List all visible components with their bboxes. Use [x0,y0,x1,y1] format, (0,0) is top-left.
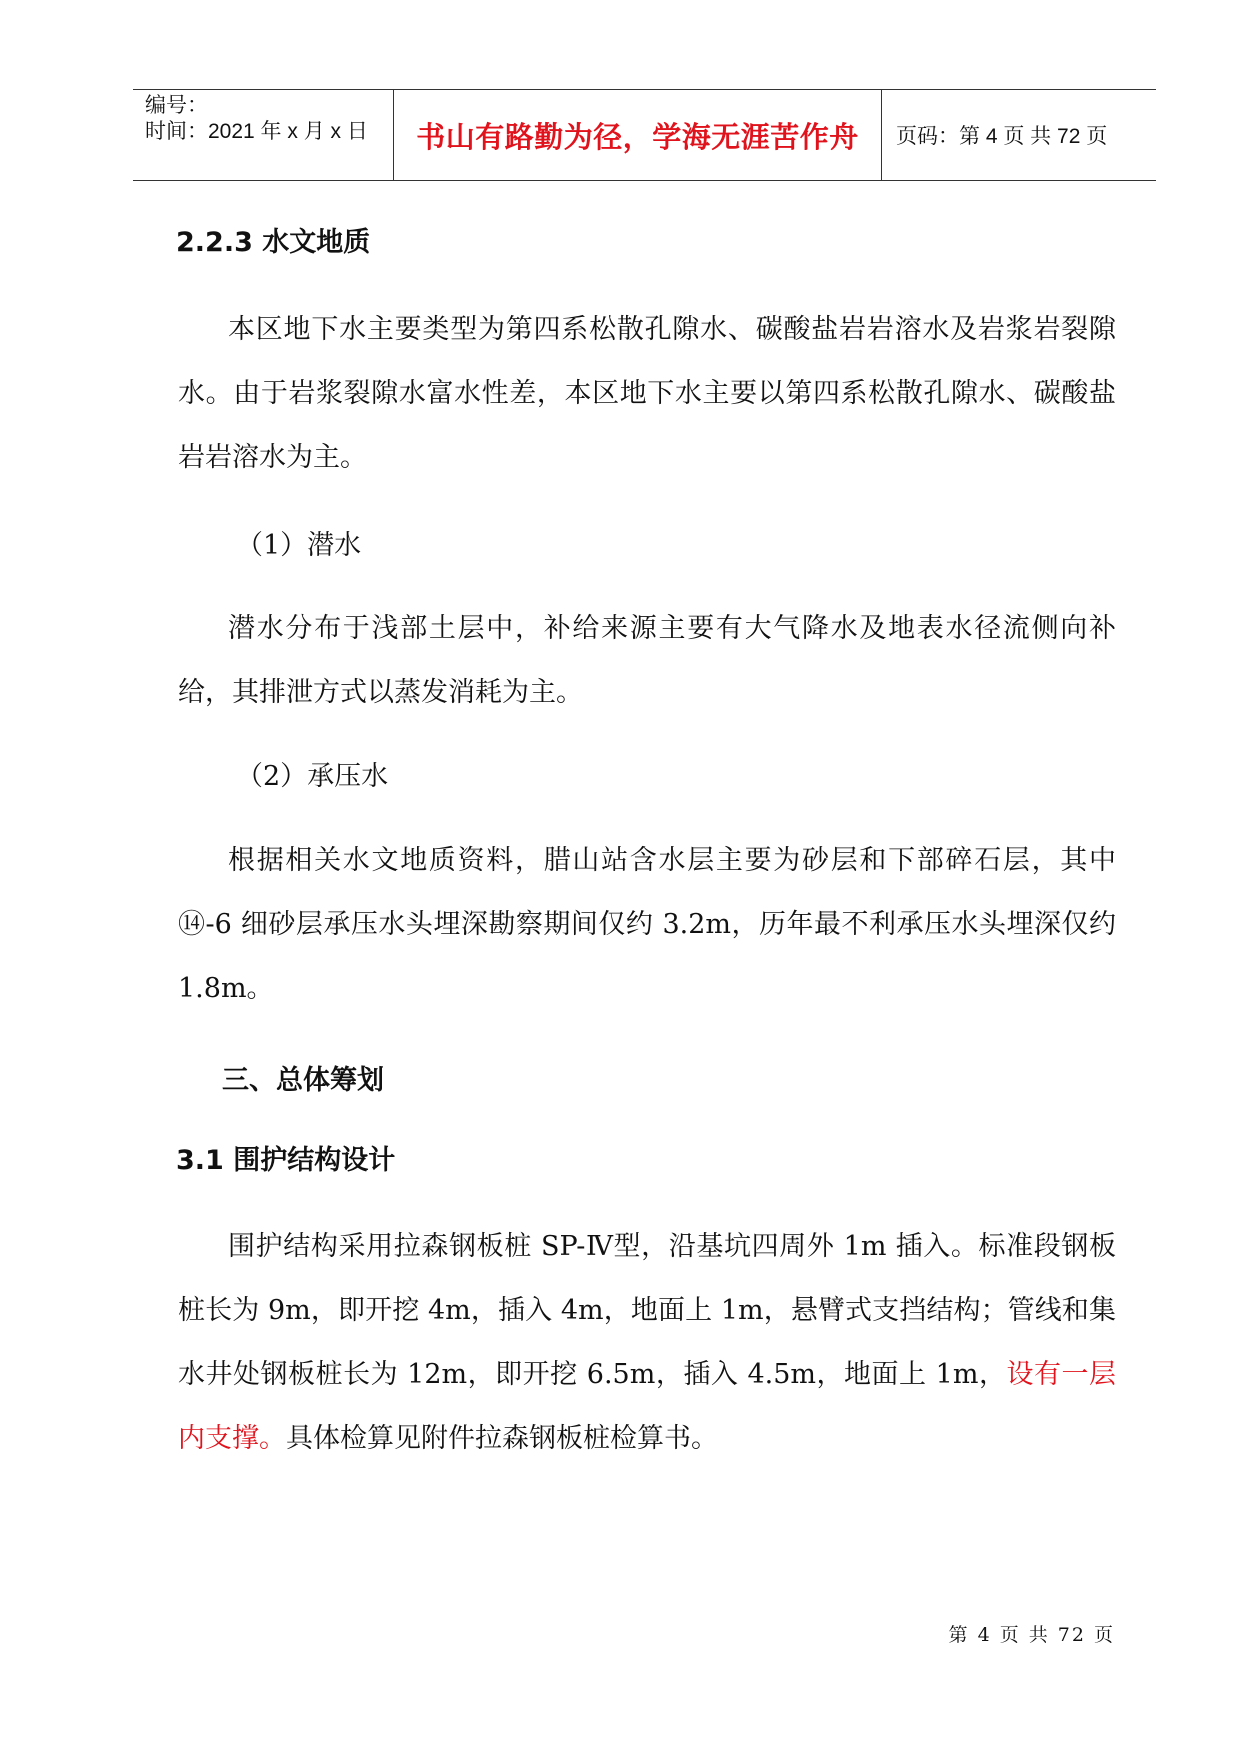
header-meta-cell [133,90,394,180]
section-3-1-text-highlight: 设有一层内支撑。 [178,1359,1117,1454]
header-motto-cell [394,90,882,180]
page-footer: 第 4 页 共 72 页 [948,1624,1115,1646]
section-3-1-text-main: 围护结构采用拉森钢板桩 SP-Ⅳ型，沿基坑四周外 1m 插入。标准段钢板桩长为 9m，即开挖 4m，插入 4m，地面上 1m，悬臂式支挡结构；管线和集水井处钢板桩长为 12m，即开挖 6.5m，插入 4.5m，地面上 1m， [178,1231,1116,1390]
section-3-1-text-tail: 具体检算见附件拉森钢板桩检算书。 [286,1423,718,1454]
section-3-1-paragraph [178,1215,1116,1471]
document-time-label: 时间：2021 年 x 月 x 日 [145,120,368,143]
subsection-2-paragraph: 根据相关水文地质资料，腊山站含水层主要为砂层和下部碎石层，其中⑭-6 细砂层承压水头埋深勘察期间仅约 3.2m，历年最不利承压水头埋深仅约 1.8m。 [178,845,1116,1004]
page-header [133,89,1156,181]
header-page-cell [882,90,1156,180]
subsection-1-title: （1）潜水 [236,530,362,561]
section-2-2-3-paragraph: 本区地下水主要类型为第四系松散孔隙水、碳酸盐岩岩溶水及岩浆岩裂隙水。由于岩浆裂隙水富水性差，本区地下水主要以第四系松散孔隙水、碳酸盐岩岩溶水为主。 [178,314,1116,473]
chapter-3-title: 三、总体筹划 [222,1065,384,1096]
header-motto: 书山有路勤为径，学海无涯苦作舟 [416,119,859,154]
subsection-1-paragraph: 潜水分布于浅部土层中，补给来源主要有大气降水及地表水径流侧向补给，其排泄方式以蒸发消耗为主。 [178,613,1116,708]
section-3-1-title: 3.1 围护结构设计 [176,1145,396,1176]
subsection-2-title: （2）承压水 [236,761,389,792]
document-number-label: 编号： [145,94,208,117]
section-2-2-3-title: 2.2.3 水文地质 [176,227,371,258]
header-page-label: 页码：第 4 页 共 72 页 [896,125,1108,148]
